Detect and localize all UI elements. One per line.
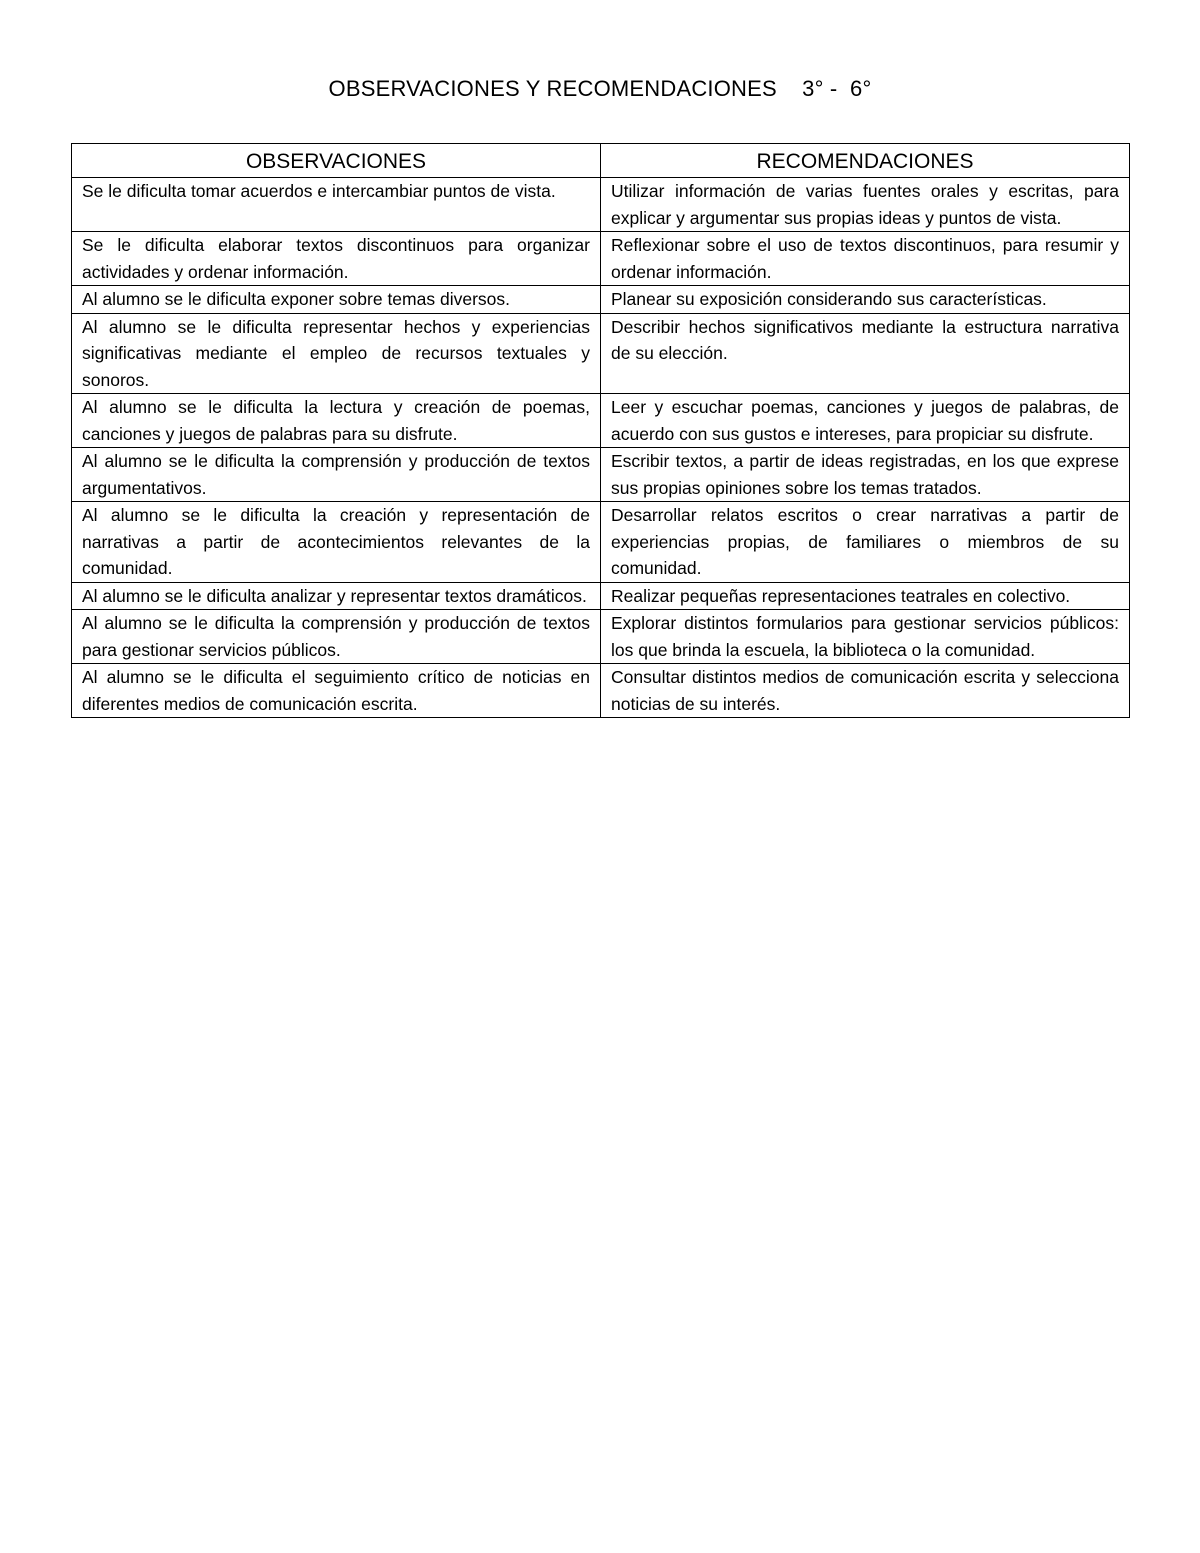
table-row bbox=[72, 582, 1130, 610]
table-row bbox=[72, 178, 1130, 232]
observation-cell: Al alumno se le dificulta la creación y representación de narrativas a partir de acontecimientos relevantes de la comunidad. bbox=[72, 502, 601, 583]
table-row bbox=[72, 502, 1130, 583]
observation-cell: Al alumno se le dificulta exponer sobre temas diversos. bbox=[72, 286, 601, 314]
observations-table bbox=[71, 143, 1130, 718]
recommendation-cell: Reflexionar sobre el uso de textos discontinuos, para resumir y ordenar información. bbox=[601, 232, 1130, 286]
observation-cell: Al alumno se le dificulta representar hechos y experiencias significativas mediante el empleo de recursos textuales y sonoros. bbox=[72, 313, 601, 394]
table-row bbox=[72, 232, 1130, 286]
recommendation-cell: Realizar pequeñas representaciones teatrales en colectivo. bbox=[601, 582, 1130, 610]
observation-cell: Al alumno se le dificulta la comprensión y producción de textos para gestionar servicios públicos. bbox=[72, 610, 601, 664]
observation-cell: Al alumno se le dificulta analizar y representar textos dramáticos. bbox=[72, 582, 601, 610]
observation-cell: Al alumno se le dificulta el seguimiento crítico de noticias en diferentes medios de comunicación escrita. bbox=[72, 664, 601, 718]
observation-cell: Se le dificulta tomar acuerdos e intercambiar puntos de vista. bbox=[72, 178, 601, 232]
recommendation-cell: Utilizar información de varias fuentes orales y escritas, para explicar y argumentar sus propias ideas y puntos de vista. bbox=[601, 178, 1130, 232]
recommendation-cell: Explorar distintos formularios para gestionar servicios públicos: los que brinda la escuela, la biblioteca o la comunidad. bbox=[601, 610, 1130, 664]
recommendation-cell: Planear su exposición considerando sus características. bbox=[601, 286, 1130, 314]
recommendation-cell: Desarrollar relatos escritos o crear narrativas a partir de experiencias propias, de familiares o miembros de su comunidad. bbox=[601, 502, 1130, 583]
recommendation-cell: Leer y escuchar poemas, canciones y juegos de palabras, de acuerdo con sus gustos e intereses, para propiciar su disfrute. bbox=[601, 394, 1130, 448]
observation-cell: Al alumno se le dificulta la lectura y creación de poemas, canciones y juegos de palabras para su disfrute. bbox=[72, 394, 601, 448]
page-title: OBSERVACIONES Y RECOMENDACIONES 3° - 6° bbox=[328, 76, 872, 101]
recommendation-cell: Consultar distintos medios de comunicación escrita y selecciona noticias de su interés. bbox=[601, 664, 1130, 718]
recommendation-cell: Escribir textos, a partir de ideas registradas, en los que exprese sus propias opiniones sobre los temas tratados. bbox=[601, 448, 1130, 502]
table-header-row bbox=[72, 144, 1130, 178]
header-recomendaciones: RECOMENDACIONES bbox=[601, 144, 1130, 178]
table-row bbox=[72, 394, 1130, 448]
header-observaciones: OBSERVACIONES bbox=[72, 144, 601, 178]
table-row bbox=[72, 286, 1130, 314]
observation-cell: Se le dificulta elaborar textos discontinuos para organizar actividades y ordenar información. bbox=[72, 232, 601, 286]
table-row bbox=[72, 313, 1130, 394]
recommendation-cell: Describir hechos significativos mediante la estructura narrativa de su elección. bbox=[601, 313, 1130, 394]
table-row bbox=[72, 448, 1130, 502]
observation-cell: Al alumno se le dificulta la comprensión y producción de textos argumentativos. bbox=[72, 448, 601, 502]
table-row bbox=[72, 664, 1130, 718]
table-row bbox=[72, 610, 1130, 664]
